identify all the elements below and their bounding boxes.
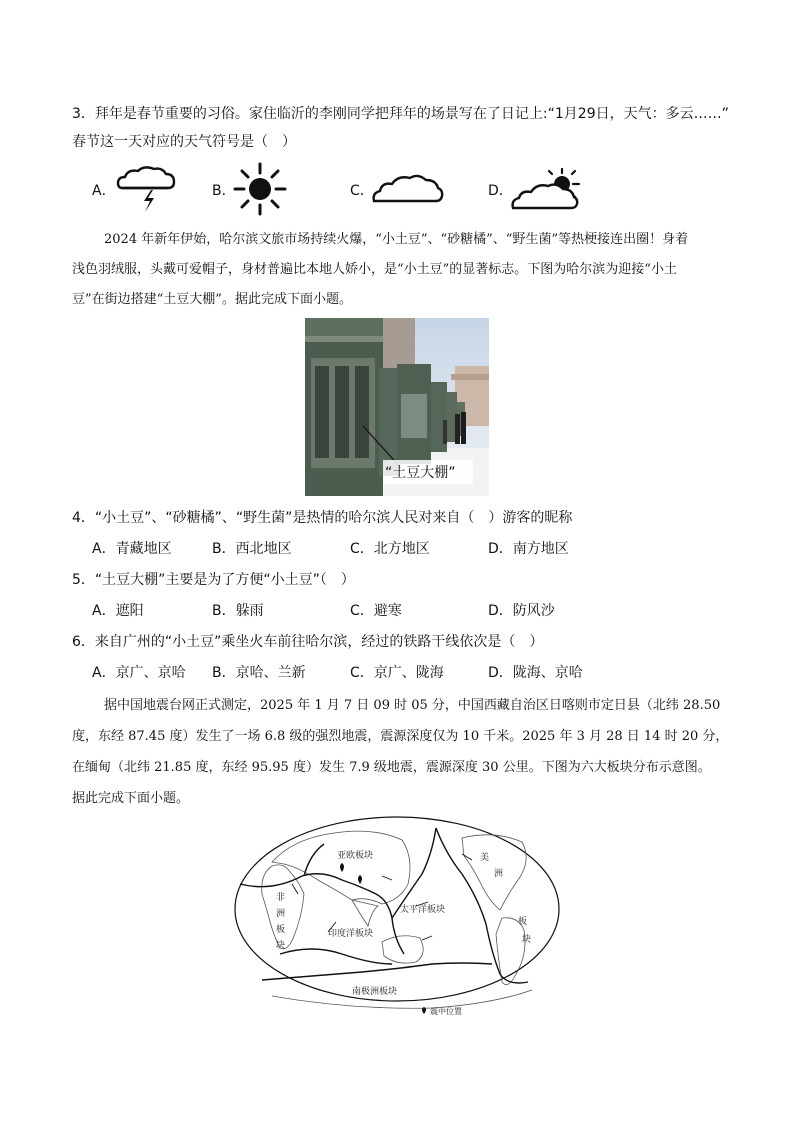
q6-option-b[interactable]: B．京哈、兰新 xyxy=(212,665,306,681)
map-legend-text: 震中位置 xyxy=(430,1007,462,1016)
q3-stem-line2: 春节这一天对应的天气符号是（ ） xyxy=(72,134,296,150)
antarctic-plate-label: 南极洲板块 xyxy=(352,987,398,997)
q3-stem-line1: 3．拜年是春节重要的习俗。家住临沂的李刚同学把拜年的场景写在了日记上:“1月29日，天气：多云……” xyxy=(72,106,729,122)
passage2-line4: 据此完成下面小题。 xyxy=(72,791,190,806)
q3-option-d-letter[interactable]: D． xyxy=(488,183,513,199)
pacific-plate-label: 太平洋板块 xyxy=(400,905,446,915)
partly-cloudy-icon xyxy=(510,168,584,212)
q4-stem: 4．“小土豆”、“砂糖橘”、“野生菌”是热情的哈尔滨人民对来自（ ）游客的昵称 xyxy=(72,510,573,526)
q6-option-a[interactable]: A．京广、京哈 xyxy=(92,665,186,681)
american-plate-label-2: 洲 xyxy=(494,869,504,879)
q6-option-d[interactable]: D．陇海、京哈 xyxy=(488,665,583,681)
passage2-line1: 据中国地震台网正式测定，2025 年 1 月 7 日 09 时 05 分，中国西藏自治区日喀则市定日县（北纬 28.50 xyxy=(104,698,721,713)
q5-stem: 5．“土豆大棚”主要是为了方便“小土豆”（ ） xyxy=(72,572,355,588)
q3-option-c-letter[interactable]: C． xyxy=(350,183,374,199)
q5-option-d[interactable]: D．防风沙 xyxy=(488,603,555,619)
q4-option-b[interactable]: B．西北地区 xyxy=(212,541,292,557)
plate-map xyxy=(232,814,562,1024)
q6-option-c[interactable]: C．京广、陇海 xyxy=(350,665,444,681)
q5-option-c[interactable]: C．避寒 xyxy=(350,603,402,619)
passage1-line1: 2024 年新年伊始，哈尔滨文旅市场持续火爆，“小土豆”、“砂糖橘”、“野生菌”等热梗接连出圈！身着 xyxy=(104,232,689,247)
passage1-line2: 浅色羽绒服，头戴可爱帽子，身材普遍比本地人娇小，是“小土豆”的显著标志。下图为哈尔滨为迎接“小土 xyxy=(72,262,677,277)
thunderstorm-icon xyxy=(116,164,178,214)
african-plate-label-3: 板 xyxy=(276,925,286,935)
eurasian-plate-label: 亚欧板块 xyxy=(337,851,374,861)
q4-option-a[interactable]: A．青藏地区 xyxy=(92,541,172,557)
african-plate-label-2: 洲 xyxy=(276,909,286,919)
african-plate-label-4: 块 xyxy=(276,941,286,951)
african-plate-label-1: 非 xyxy=(276,893,286,903)
q3-option-b-letter[interactable]: B． xyxy=(212,183,236,199)
q4-option-d[interactable]: D．南方地区 xyxy=(488,541,569,557)
passage1-line3: 豆”在街边搭建“土豆大棚”。据此完成下面小题。 xyxy=(72,292,352,307)
passage2-line3: 在缅甸（北纬 21.85 度，东经 95.95 度）发生 7.9 级地震，震源深度 30 公里。下图为六大板块分布示意图。 xyxy=(72,760,711,775)
photo-caption: “土豆大棚” xyxy=(385,465,456,481)
sunny-icon xyxy=(232,162,288,216)
indian-plate-label: 印度洋板块 xyxy=(328,929,374,939)
cloudy-icon xyxy=(370,174,444,204)
q6-stem: 6．来自广州的“小土豆”乘坐火车前往哈尔滨，经过的铁路干线依次是（ ） xyxy=(72,634,544,650)
q5-option-a[interactable]: A．遮阳 xyxy=(92,603,144,619)
q4-option-c[interactable]: C．北方地区 xyxy=(350,541,430,557)
american-plate-label-4: 块 xyxy=(522,935,532,945)
q5-option-b[interactable]: B．躲雨 xyxy=(212,603,264,619)
passage2-line2: 度，东经 87.45 度）发生了一场 6.8 级的强烈地震，震源深度仅为 10 千米。2025 年 3 月 28 日 14 时 20 分， xyxy=(72,729,729,744)
american-plate-label-3: 板 xyxy=(518,917,528,927)
potato-greenhouse-photo xyxy=(305,318,489,496)
american-plate-label-1: 美 xyxy=(480,853,490,863)
q3-option-a-letter[interactable]: A． xyxy=(92,183,116,199)
